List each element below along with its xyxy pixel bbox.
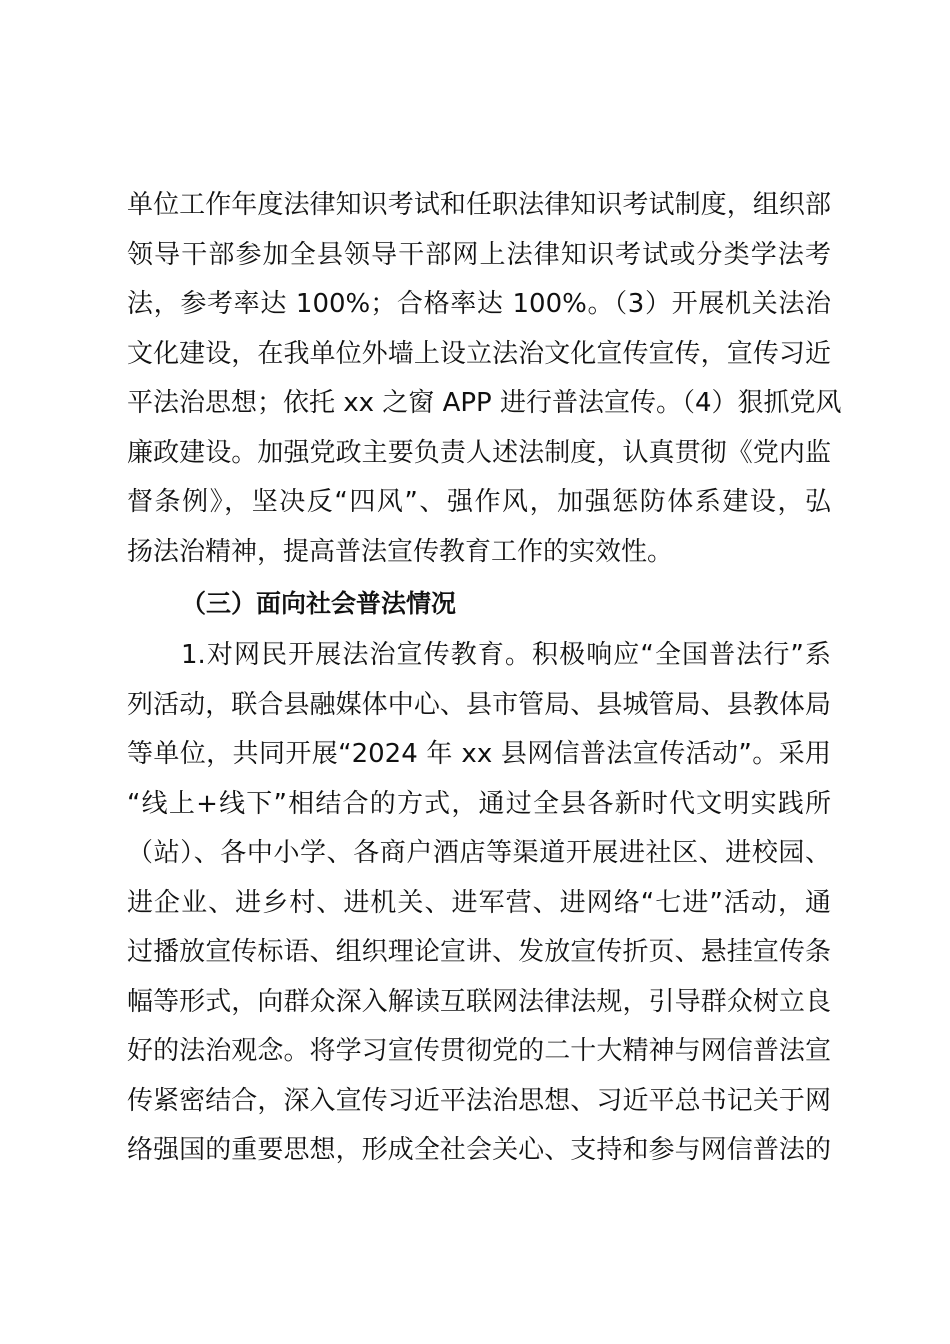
text-line: 领导干部参加全县领导干部网上法律知识考试或分类学法考 [127, 239, 831, 270]
text-line: 1.对网民开展法治宣传教育。积极响应“全国普法行”系 [181, 640, 831, 670]
text-line: 络强国的重要思想，形成全社会关心、支持和参与网信普法的 [127, 1135, 831, 1165]
text-line: （站）、各中小学、各商户酒店等渠道开展进社区、进校园、 [127, 838, 831, 868]
text-line: 平法治思想；依托 xx 之窗 APP 进行普法宣传。（4）狠抓党风 [127, 388, 842, 418]
text-line: 督条例》，坚决反“四风”、强作风，加强惩防体系建设，弘 [127, 487, 831, 517]
text-line: 廉政建设。加强党政主要负责人述法制度，认真贯彻《党内监 [127, 437, 831, 468]
section-heading: （三）面向社会普法情况 [181, 589, 457, 618]
text-line: 扬法治精神，提高普法宣传教育工作的实效性。 [127, 536, 674, 567]
text-line: 等单位，共同开展“2024 年 xx 县网信普法宣传活动”。采用 [127, 739, 831, 769]
text-line: 传紧密结合，深入宣传习近平法治思想、习近平总书记关于网 [127, 1085, 831, 1116]
text-line: “线上+线下”相结合的方式，通过全县各新时代文明实践所 [127, 788, 831, 819]
text-line: 过播放宣传标语、组织理论宣讲、发放宣传折页、悬挂宣传条 [127, 937, 831, 967]
text-line: 幅等形式，向群众深入解读互联网法律法规，引导群众树立良 [127, 986, 831, 1017]
text-line: 列活动，联合县融媒体中心、县市管局、县城管局、县教体局 [127, 689, 831, 720]
text-line: 法，参考率达 100%；合格率达 100%。（3）开展机关法治 [127, 289, 831, 319]
text-line: 单位工作年度法律知识考试和任职法律知识考试制度，组织部 [127, 190, 831, 220]
text-line: 文化建设，在我单位外墙上设立法治文化宣传宣传，宣传习近 [127, 338, 831, 369]
text-line: 好的法治观念。将学习宣传贯彻党的二十大精神与网信普法宣 [127, 1036, 831, 1066]
text-line: 进企业、进乡村、进机关、进军营、进网络“七进”活动，通 [127, 887, 831, 918]
